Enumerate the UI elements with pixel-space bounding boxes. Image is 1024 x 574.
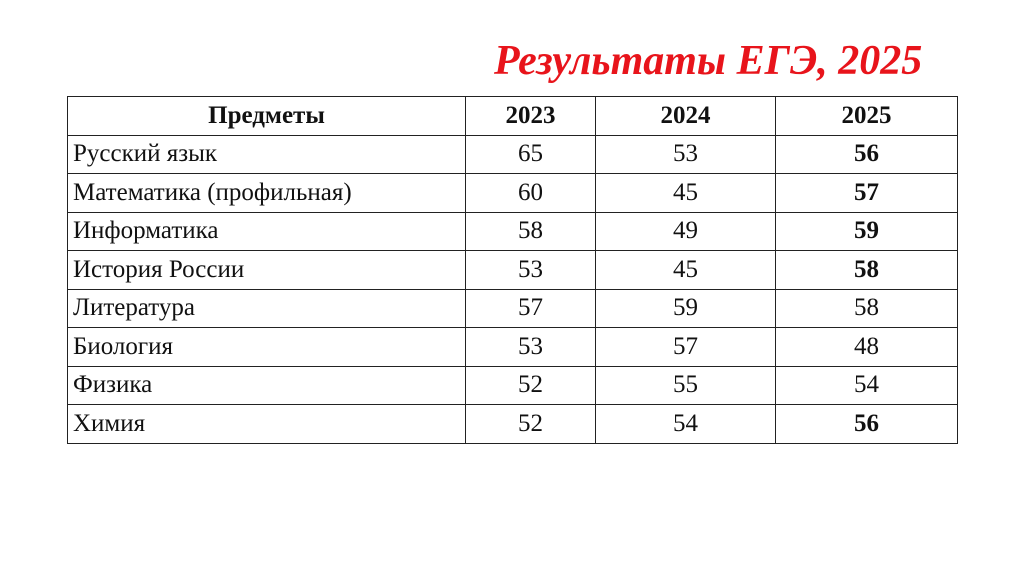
subject-cell: Информатика (68, 212, 466, 251)
header-row (68, 97, 958, 136)
header-subjects: Предметы (68, 97, 466, 136)
header-year-2025: 2025 (776, 97, 958, 136)
table-row (68, 212, 958, 251)
table-row (68, 135, 958, 174)
subject-cell: Математика (профильная) (68, 174, 466, 213)
score-2023-cell: 52 (466, 405, 596, 444)
score-2025-cell: 58 (776, 289, 958, 328)
score-2023-cell: 53 (466, 328, 596, 367)
score-2023-cell: 58 (466, 212, 596, 251)
score-2023-cell: 60 (466, 174, 596, 213)
subject-cell: Физика (68, 366, 466, 405)
score-2024-cell: 55 (596, 366, 776, 405)
subject-cell: Русский язык (68, 135, 466, 174)
subject-cell: Литература (68, 289, 466, 328)
score-2024-cell: 45 (596, 174, 776, 213)
score-2025-cell: 54 (776, 366, 958, 405)
header-year-2024: 2024 (596, 97, 776, 136)
score-2025-cell: 59 (776, 212, 958, 251)
subject-cell: Химия (68, 405, 466, 444)
score-2024-cell: 53 (596, 135, 776, 174)
score-2025-cell: 57 (776, 174, 958, 213)
header-year-2023: 2023 (466, 97, 596, 136)
score-2023-cell: 52 (466, 366, 596, 405)
subject-cell: История России (68, 251, 466, 290)
score-2025-cell: 48 (776, 328, 958, 367)
score-2024-cell: 57 (596, 328, 776, 367)
table-row (68, 366, 958, 405)
results-table (67, 96, 958, 444)
score-2023-cell: 57 (466, 289, 596, 328)
score-2023-cell: 53 (466, 251, 596, 290)
score-2024-cell: 49 (596, 212, 776, 251)
table-row (68, 405, 958, 444)
subject-cell: Биология (68, 328, 466, 367)
table-header (68, 97, 958, 136)
score-2025-cell: 56 (776, 405, 958, 444)
table-row (68, 289, 958, 328)
score-2025-cell: 56 (776, 135, 958, 174)
score-2024-cell: 59 (596, 289, 776, 328)
score-2025-cell: 58 (776, 251, 958, 290)
table-body (68, 135, 958, 443)
score-2024-cell: 54 (596, 405, 776, 444)
slide-title: Результаты ЕГЭ, 2025 (494, 38, 923, 84)
table-row (68, 328, 958, 367)
table-row (68, 174, 958, 213)
score-2024-cell: 45 (596, 251, 776, 290)
score-2023-cell: 65 (466, 135, 596, 174)
table-row (68, 251, 958, 290)
